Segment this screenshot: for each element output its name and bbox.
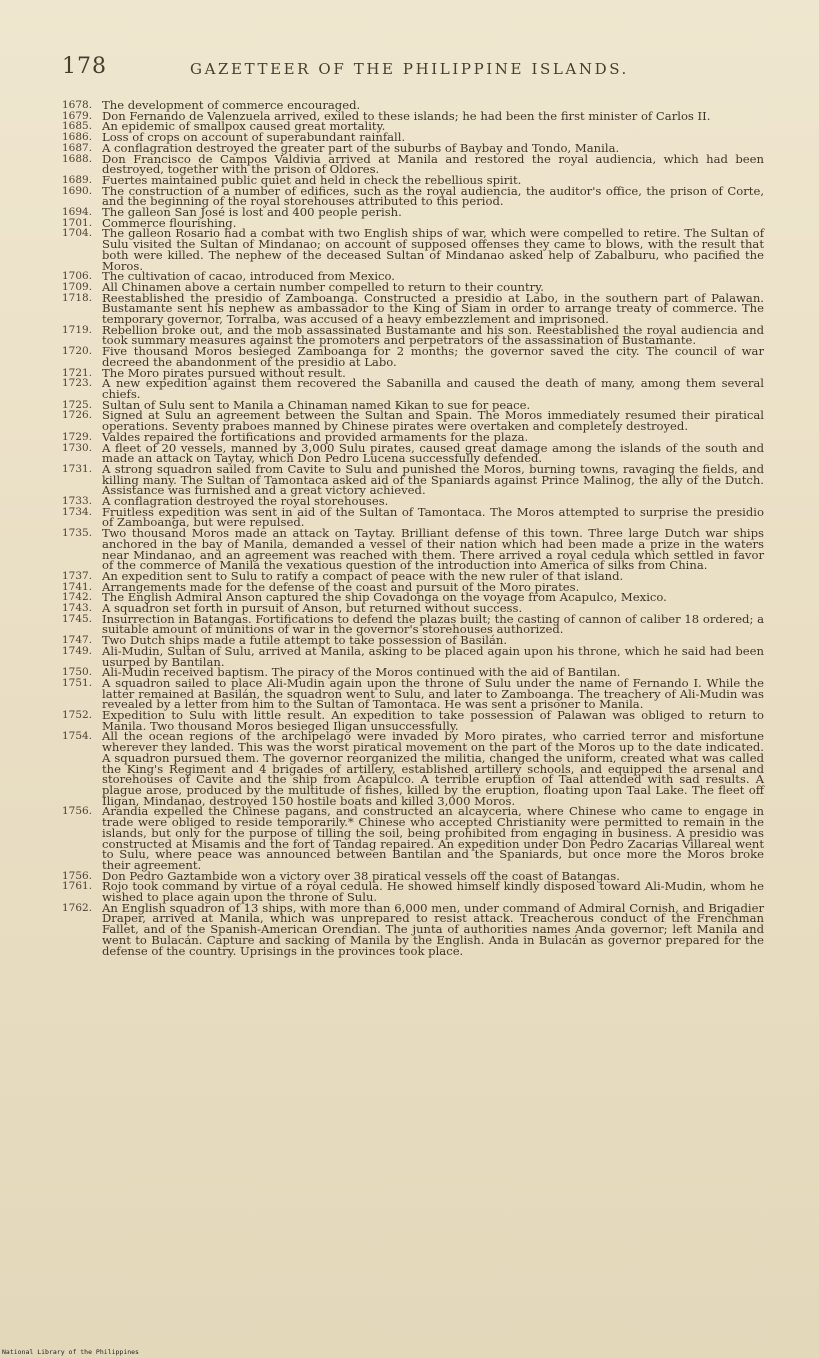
entry-year: 1679. [62, 109, 93, 122]
chronology-entry [62, 408, 764, 434]
entry-text: The galleon San José is lost and 400 people perish. [102, 205, 402, 220]
entry-year: 1694. [62, 206, 93, 219]
entry-year: 1747. [62, 634, 93, 647]
entry-year: 1733. [62, 495, 93, 508]
entry-year: 1743. [62, 602, 93, 615]
entry-text: Expedition to Sulu with little result. An expedition to take possession of Palawan was obliged to return to Manila. Two thousand Moros besieged Iligan unsuccessfully. [102, 708, 764, 733]
chronology-entry [62, 151, 764, 177]
entry-year: 1756. [62, 869, 93, 882]
entry-year: 1706. [62, 270, 93, 283]
entry-text: Ali-Mudin, Sultan of Sulu, arrived at Manila, asking to be placed again upon his throne, which he said had been usurped by Bantilan. [102, 643, 764, 669]
entry-year: 1721. [62, 366, 93, 379]
entry-year: 1749. [62, 644, 93, 657]
entry-text: The cultivation of cacao, introduced from Mexico. [102, 269, 395, 284]
entry-year: 1742. [62, 591, 93, 604]
entry-text: All the ocean regions of the archipelago were invaded by Moro pirates, who carried terror and misfortune wherever they landed. This was the worst piratical movement on the part of the Moros up to the date indicated. A squadron pursued them. The governor reorganized the militia, changed the uniform, created what was called the King's Regiment and 4 brigades of artillery, established artillery schools, and equipped the arsenal and storehouses of Cavite and the ship from Acapulco. A terrible eruption of Taal attended with sad results. A plague arose, produced by the multitude of fishes, killed by the eruption, floating upon Taal Lake. The fleet off Iligan, Mindanao, destroyed 150 hostile boats and killed 3,000 Moros. [102, 729, 764, 808]
chronology-entry [62, 461, 764, 498]
entry-text: Loss of crops on account of superabundant rainfall. [102, 130, 406, 145]
entry-year: 1761. [62, 880, 93, 893]
entry-text: The development of commerce encouraged. [102, 98, 361, 112]
entry-year: 1709. [62, 280, 93, 293]
entry-text: Signed at Sulu an agreement between the Sultan and Spain. The Moros immediately resumed their piratical operations. Seventy praboes manned by Chinese pirates were overtaken and completely destroyed. [102, 408, 764, 434]
entry-year: 1752. [62, 709, 93, 722]
entry-text: Insurrection in Batangas. Fortifications to defend the plazas built; the casting of cannon of caliber 18 ordered; a suitable amount of munitions of war in the governor's storehouses authorized. [102, 611, 764, 637]
entry-text: The galleon Rosario had a combat with two English ships of war, which were compelled to retire. The Sultan of Sulu visited the Sultan of Mindanao; on account of supposed offenses they came to blows, with the result that both were killed. The nephew of the deceased Sultan of Mindanao asked help of Zabalburu, who pacified the Moros. [102, 226, 764, 273]
chronology-entry [62, 346, 764, 367]
entry-text: The English Admiral Anson captured the ship Covadonga on the voyage from Acapulco, Mexico. [102, 590, 667, 605]
entry-year: 1741. [62, 580, 93, 593]
entry-text: Arandia expelled the Chinese pagans, and constructed an alcayceria, where Chinese who came to engage in trade were obliged to reside temporarily.* Chinese who accepted Christianity were permitted to remain in the islands, but only for the purpose of tilling the soil, being prohibited from engaging in business. A presidio was constructed at Misamis and the fort of Tandag repaired. An expedition under Don Pedro Zacarias Villareal went to Sulu, where peace was announced between Bantilan and the Spaniards, but once more the Moros broke their agreement. [102, 804, 764, 872]
entry-text: A conflagration destroyed the greater part of the suburbs of Baybay and Tondo, Manila. [102, 140, 620, 155]
chronology-entry [62, 643, 764, 669]
entry-text: Rebellion broke out, and the mob assassinated Bustamante and his son. Reestablished the royal audiencia and took summary measures against the promoters and perpetrators of the assassination of Bustamante. [102, 322, 764, 348]
entry-year: 1751. [62, 676, 93, 689]
entry-text: A fleet of 20 vessels, manned by 3,000 Sulu pirates, caused great damage among the islands of the south and made an attack on Taytay, which Don Pedro Lucena successfully defended. [102, 440, 764, 466]
entry-text: Don Francisco de Campos Valdivia arrived at Manila and restored the royal audiencia, which had been destroyed, together with the prison of Oldores. [102, 151, 764, 177]
entry-year: 1686. [62, 131, 93, 144]
entry-text: A conflagration destroyed the royal storehouses. [102, 494, 389, 509]
chronology-entry [62, 183, 764, 209]
chronology-entry [62, 528, 764, 571]
entry-year: 1688. [62, 152, 93, 165]
entry-text: A squadron set forth in pursuit of Anson, but returned without success. [102, 601, 523, 616]
entry-year: 1690. [62, 184, 93, 197]
page-number: 178 [62, 54, 107, 79]
page-header [62, 54, 762, 84]
entry-text: An English squadron of 13 ships, with more than 6,000 men, under command of Admiral Cornish, and Brigadier Draper, arrived at Manila, which was unprepared to resist attack. Treacherous conduct of the Frenchman Fallet, and of the Spanish-American Orendian. The junta of authorities names Anda governor; left Manila and went to Bulacán. Capture and sacking of Manila by the English. Anda in Bulacán as governor prepared for the defense of the country. Uprisings in the provinces took place. [102, 900, 764, 958]
entry-year: 1720. [62, 345, 93, 358]
entry-text: All Chinamen above a certain number compelled to return to their country. [102, 279, 544, 294]
entry-text: Two thousand Moros made an attack on Taytay. Brilliant defense of this town. Three large Dutch war ships anchored in the bay of Manila, demanded a vessel of their nation which had been made a prize in the waters near Mindanao, and an agreement was reached with them. There arrived a royal cedula which settled in favor of the commerce of Manila the vexatious question of the introduction into America of silks from China. [102, 526, 764, 573]
entry-year: 1756. [62, 805, 93, 818]
chronology-entry [62, 806, 764, 870]
entry-text: Ali-Mudin received baptism. The piracy of the Moros continued with the aid of Bantilan. [102, 665, 621, 680]
entry-text: Fruitless expedition was sent in aid of the Sultan of Tamontaca. The Moros attempted to surprise the presidio of Zamboanga, but were repulsed. [102, 504, 764, 530]
entry-year: 1731. [62, 462, 93, 475]
chronology-entry [62, 611, 764, 637]
entry-year: 1737. [62, 569, 93, 582]
entry-text: Arrangements made for the defense of the coast and pursuit of the Moro pirates. [102, 579, 580, 594]
running-title: GAZETTEER OF THE PHILIPPINE ISLANDS. [190, 60, 629, 78]
entry-text: Five thousand Moros besieged Zamboanga for 2 months; the governor saved the city. The council of war decreed the abandonment of the presidio at Labo. [102, 344, 764, 369]
chronology-list [62, 100, 764, 956]
entry-year: 1701. [62, 216, 93, 229]
entry-year: 1726. [62, 409, 93, 422]
entry-text: The construction of a number of edifices, such as the royal audiencia, the auditor's office, the prison of Corte, and the beginning of the royal storehouses attributed to this period. [102, 183, 764, 209]
chronology-entry [62, 440, 764, 466]
entry-year: 1735. [62, 527, 93, 540]
entry-year: 1745. [62, 612, 93, 625]
chronology-entry [62, 900, 764, 958]
entry-year: 1762. [62, 901, 93, 914]
entry-year: 1725. [62, 398, 93, 411]
entry-text: A strong squadron sailed from Cavite to Sulu and punished the Moros, burning towns, ravaging the fields, and killing many. The Sultan of Tamontaca asked aid of the Spaniards against Prince Malinog, the ally of the Dutch. Assistance was furnished and a great victory achieved. [102, 461, 764, 498]
entry-year: 1685. [62, 120, 93, 133]
entry-text: Two Dutch ships made a futile attempt to take possession of Basilán. [102, 633, 508, 648]
chronology-entry [62, 322, 764, 348]
entry-year: 1754. [62, 730, 93, 743]
entry-year: 1719. [62, 323, 93, 336]
library-credit: National Library of the Philippines [2, 1348, 139, 1356]
entry-year: 1730. [62, 441, 93, 454]
entry-text: The Moro pirates pursued without result. [102, 365, 346, 380]
entry-year: 1723. [62, 377, 93, 390]
entry-year: 1729. [62, 430, 93, 443]
entry-text: Reestablished the presidio of Zamboanga. Constructed a presidio at Labo, in the southern part of Palawan. Bustamante sent his nephew as ambassador to the King of Siam in order to arrange treaty of commerce. The temporary governor, Torralba, was accused of a heavy embezzlement and imprisoned. [102, 290, 764, 327]
chronology-entry [62, 504, 764, 530]
entry-year: 1718. [62, 291, 93, 304]
entry-year: 1689. [62, 173, 93, 186]
chronology-entry [62, 879, 764, 905]
entry-text: An epidemic of smallpox caused great mortality. [102, 119, 386, 134]
entry-text: Fuertes maintained public quiet and held in check the rebellious spirit. [102, 172, 522, 187]
chronology-entry [62, 675, 764, 712]
chronology-entry [62, 378, 764, 399]
entry-year: 1704. [62, 227, 93, 240]
entry-text: A new expedition against them recovered the Sabanilla and caused the death of many, among them several chiefs. [102, 376, 764, 401]
chronology-entry [62, 710, 764, 731]
entry-year: 1734. [62, 505, 93, 518]
entry-text: A squadron sailed to place Ali-Mudin again upon the throne of Sulu under the name of Fernando I. While the latter remained at Basilán, the squadron went to Sulu, and later to Zamboanga. The treachery of Ali-Mudin was revealed by a letter from him to the Sultan of Tamontaca. He was sent a prisoner to Manila. [102, 675, 764, 712]
entry-text: An expedition sent to Sulu to ratify a compact of peace with the new ruler of that island. [102, 568, 624, 583]
entry-text: Don Pedro Gaztambide won a victory over 38 piratical vessels off the coast of Batangas. [102, 868, 620, 883]
entry-year: 1750. [62, 666, 93, 679]
entry-year: 1687. [62, 141, 93, 154]
chronology-entry [62, 731, 764, 806]
entry-year: 1678. [62, 99, 93, 111]
chronology-entry [62, 290, 764, 327]
entry-text: Valdes repaired the fortifications and provided armaments for the plaza. [102, 429, 529, 444]
entry-text: Don Fernando de Valenzuela arrived, exiled to these islands; he had been the first minister of Carlos II. [102, 108, 711, 123]
entry-text: Commerce flourishing. [102, 215, 237, 230]
entry-text: Sultan of Sulu sent to Manila a Chinaman named Kikan to sue for peace. [102, 397, 531, 412]
chronology-entry [62, 228, 764, 271]
entry-text: Rojo took command by virtue of a royal cedula. He showed himself kindly disposed toward Ali-Mudin, whom he wished to place again upon the throne of Sulu. [102, 879, 764, 905]
